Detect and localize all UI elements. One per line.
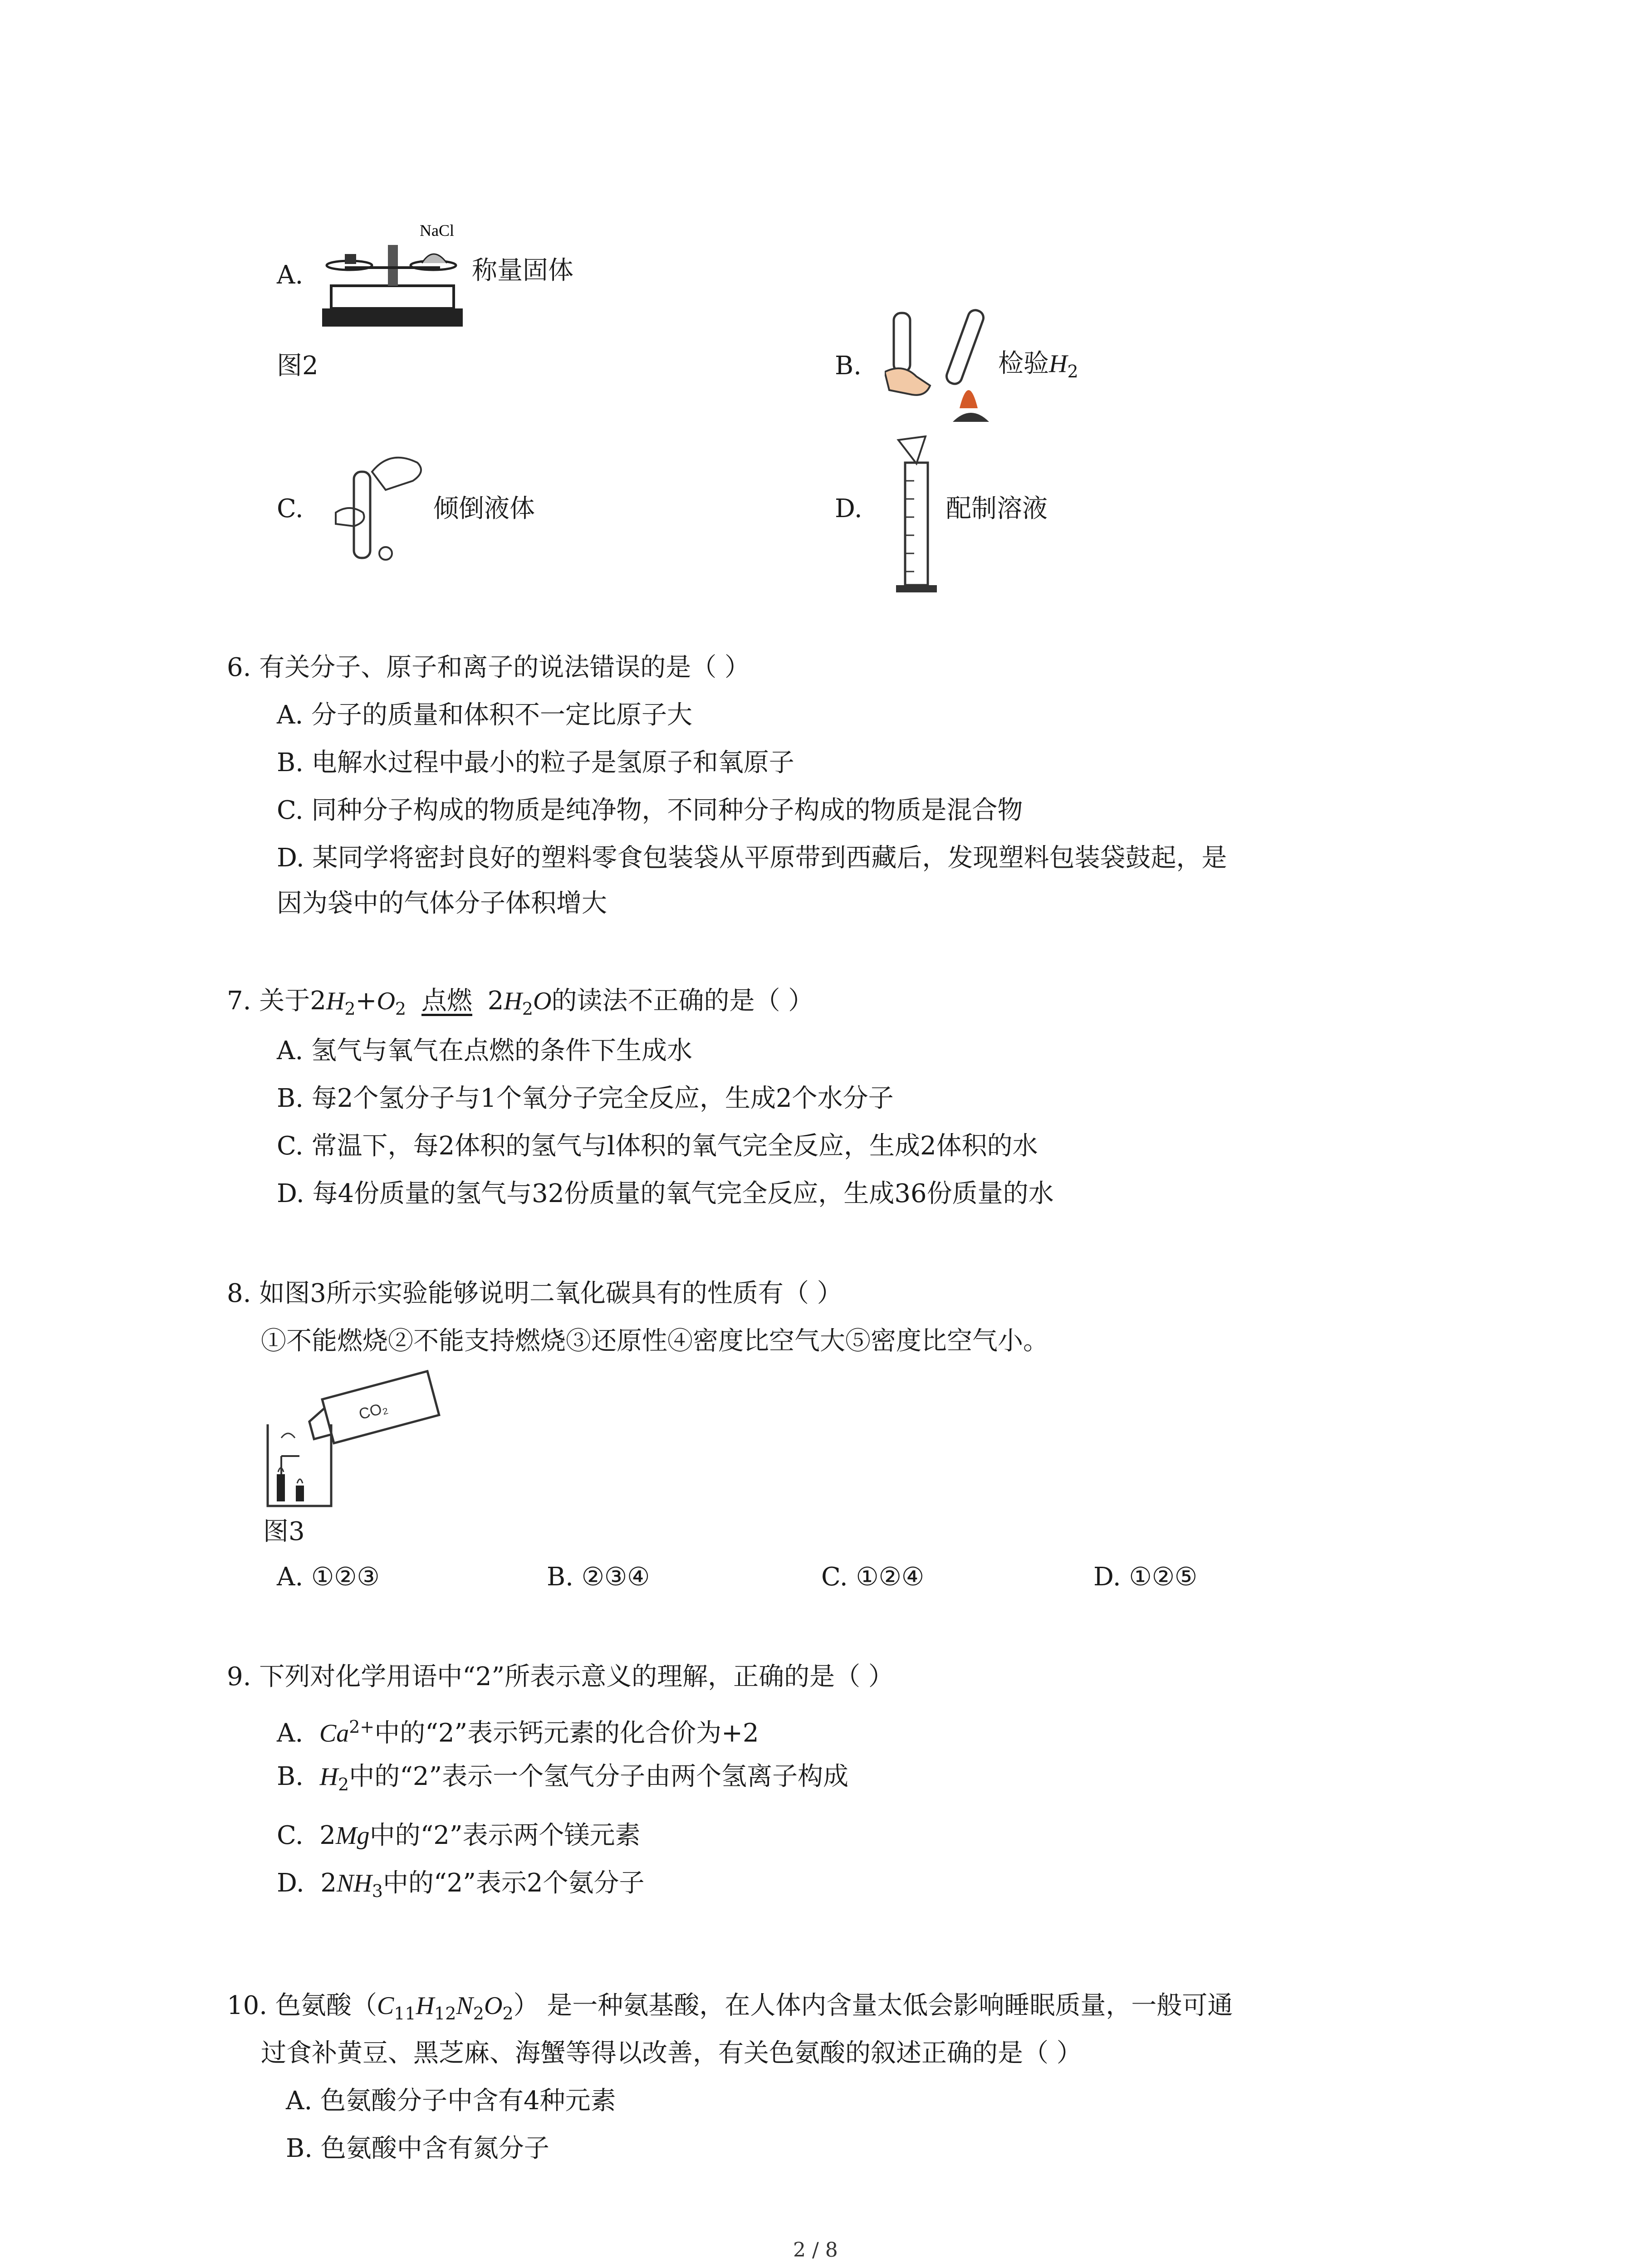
option-d-text: 配制溶液 [946,494,1048,523]
pouring-liquid-figure [318,445,431,572]
q6-option-d: D. 某同学将密封良好的塑料零食包装袋从平原带到西藏后，发现塑料包装袋鼓起，是 [277,843,1227,873]
figure-3-caption: 图3 [263,1517,305,1546]
q7-option-a: A. 氢气与氧气在点燃的条件下生成水 [277,1036,693,1066]
q7-option-b: B. 每2个氢分子与1个氧分子完全反应，生成2个水分子 [277,1084,894,1113]
option-b-label: B. [835,351,862,381]
graduated-cylinder-figure [889,435,944,599]
option-a-text: 称量固体 [472,256,573,285]
q6-stem: 6. 有关分子、原子和离子的说法错误的是（ ） [227,653,750,682]
co2-label: CO₂ [357,1399,390,1423]
q7-condition: 点燃 [421,986,472,1016]
q6-option-a: A. 分子的质量和体积不一定比原子大 [277,700,693,730]
q10-option-a: A. 色氨酸分子中含有4种元素 [286,2086,616,2116]
q7-stem: 7. 关于$2H_2+O_2$ 点燃 $2H_2O$的读法不正确的是（ ） [227,986,814,1019]
q8-properties: ①不能燃烧②不能支持燃烧③还原性④密度比空气大⑤密度比空气小。 [261,1326,1048,1356]
q8-option-a: A. ①②③ [277,1562,380,1592]
co2-experiment-figure [263,1370,445,1515]
option-c-label: C. [277,494,304,523]
q7-option-d: D. 每4份质量的氢气与32份质量的氧气完全反应，生成36份质量的水 [277,1179,1054,1208]
q7-option-c: C. 常温下，每2体积的氢气与l体积的氧气完全反应，生成2体积的水 [277,1131,1038,1161]
option-d-label: D. [835,494,862,523]
q10-option-b: B. 色氨酸中含有氮分子 [286,2134,549,2163]
q9-option-b: B. $H_2$中的“2”表示一个氢气分子由两个氢离子构成 [277,1762,849,1795]
q10-stem: 10. 色氨酸$(C_{11}H_{12}N_2O_2)$ 是一种氨基酸，在人体内含量太低会影响睡眠质量，一般可通 [227,1991,1233,2024]
q6-option-d-cont: 因为袋中的气体分子体积增大 [277,889,607,918]
option-a-label: A. [277,260,304,290]
q8-option-c: C. ①②④ [821,1562,925,1592]
q9-stem: 9. 下列对化学用语中“2”所表示意义的理解，正确的是（ ） [227,1662,894,1691]
figure-2-caption: 图2 [277,351,318,381]
q6-option-c: C. 同种分子构成的物质是纯净物，不同种分子构成的物质是混合物 [277,796,1023,825]
q9-option-a: A. $Ca^{2+}$中的“2”表示钙元素的化合价为+2 [277,1717,759,1748]
nacl-label: NaCl [420,221,454,240]
page-number: 2 / 8 [793,2239,838,2262]
option-c-text: 倾倒液体 [433,494,535,523]
q10-stem-cont: 过食补黄豆、黑芝麻、海蟹等得以改善，有关色氨酸的叙述正确的是（ ） [261,2038,1082,2068]
q9-option-d: D. $2NH_3$中的“2”表示2个氨分子 [277,1868,645,1901]
q9-option-c: C. 2Mg中的“2”表示两个镁元素 [277,1821,641,1850]
q6-option-b: B. 电解水过程中最小的粒子是氢原子和氧原子 [277,748,794,777]
hydrogen-test-figure [885,304,998,431]
option-b-text: 检验$H_2$ [998,349,1078,382]
q8-option-b: B. ②③④ [547,1562,650,1592]
balance-scale-figure [318,218,467,336]
q8-option-d: D. ①②⑤ [1093,1562,1198,1592]
q8-stem: 8. 如图3所示实验能够说明二氧化碳具有的性质有（ ） [227,1279,843,1308]
